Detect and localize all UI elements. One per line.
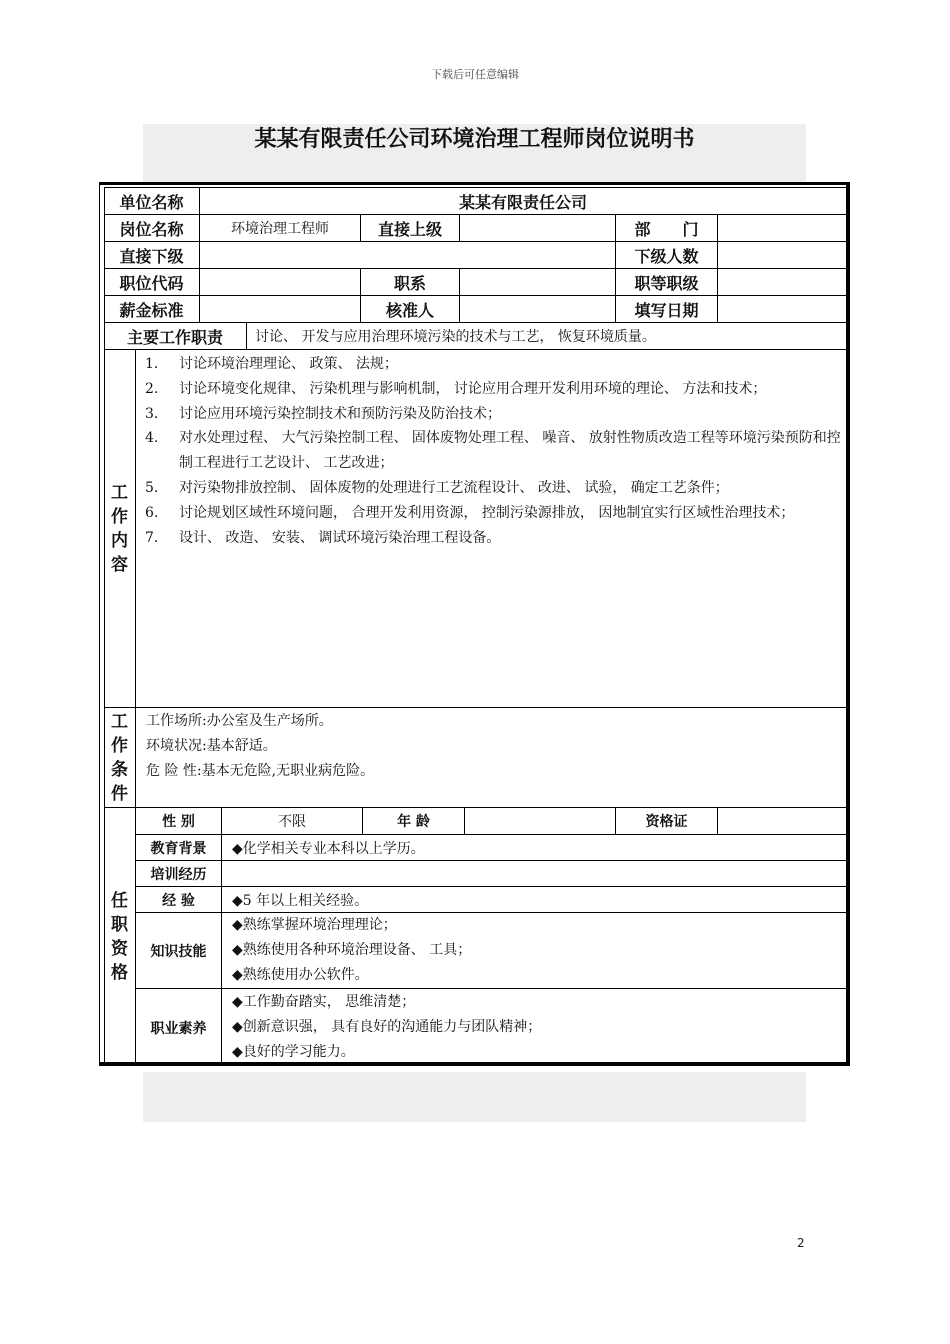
education-label: 教育背景 — [136, 835, 222, 861]
list-item: 3. 讨论应用环境污染控制技术和预防污染及防治技术； — [145, 405, 501, 422]
gender-value: 不限 — [222, 808, 363, 835]
direct-subordinate-value — [200, 242, 616, 269]
job-grade-label: 职等职级 — [616, 269, 718, 296]
job-grade-value — [718, 269, 847, 296]
department-value — [718, 215, 847, 242]
condition-workplace: 工作场所:办公室及生产场所。 — [146, 713, 333, 729]
job-series-label: 职系 — [361, 269, 460, 296]
list-item: ◆工作勤奋踏实， 思维清楚； — [232, 994, 416, 1010]
salary-standard-value — [200, 296, 361, 323]
approver-value — [460, 296, 616, 323]
position-code-label: 职位代码 — [104, 269, 200, 296]
skills-label: 知识技能 — [136, 913, 222, 989]
list-item: ◆熟练使用办公软件。 — [232, 967, 369, 983]
fill-date-value — [718, 296, 847, 323]
list-item: 5. 对污染物排放控制、 固体废物的处理进行工艺流程设计、 改进、 试验， 确定工艺条件； — [145, 479, 729, 496]
professional-quality-value — [222, 989, 847, 1066]
experience-value: ◆5 年以上相关经验。 — [222, 887, 847, 913]
certificate-label: 资格证 — [616, 808, 718, 835]
list-item: ◆创新意识强， 具有良好的沟通能力与团队精神； — [232, 1019, 542, 1035]
position-name-value: 环境治理工程师 — [200, 215, 361, 242]
work-content-list — [136, 352, 846, 550]
list-item: 2. 讨论环境变化规律、 污染机理与影响机制， 讨论应用合理开发利用环境的理论、 方法和技术； — [145, 380, 767, 397]
list-item: ◆熟练掌握环境治理理论； — [232, 917, 397, 933]
education-value: ◆化学相关专业本科以上学历。 — [222, 835, 847, 861]
list-item: ◆熟练使用各种环境治理设备、 工具； — [232, 942, 472, 958]
job-series-value — [460, 269, 616, 296]
unit-name-label: 单位名称 — [104, 188, 200, 215]
document-title: 某某有限责任公司环境治理工程师岗位说明书 — [254, 127, 695, 152]
condition-environment: 环境状况:基本舒适。 — [146, 738, 277, 754]
position-name-label: 岗位名称 — [104, 215, 200, 242]
experience-label: 经 验 — [136, 887, 222, 913]
professional-quality-label: 职业素养 — [136, 989, 222, 1066]
work-conditions-label: 工 作 条 件 — [104, 708, 136, 808]
age-label: 年 龄 — [363, 808, 465, 835]
list-item: 1. 讨论环境治理理论、 政策、 法规； — [145, 356, 398, 372]
qualifications-label: 任 职 资 格 — [104, 808, 136, 1066]
training-value — [222, 861, 847, 887]
main-duty-label: 主要工作职责 — [104, 323, 247, 350]
page-number: 2 — [797, 1236, 805, 1250]
position-code-value — [200, 269, 361, 296]
fill-date-label: 填写日期 — [616, 296, 718, 323]
age-value — [465, 808, 616, 835]
header-note: 下载后可任意编辑 — [431, 68, 519, 81]
subordinate-count-label: 下级人数 — [616, 242, 718, 269]
work-content-label: 工 作 内 容 — [104, 350, 136, 708]
direct-subordinate-label: 直接下级 — [104, 242, 200, 269]
condition-hazard: 危 险 性:基本无危险,无职业病危险。 — [146, 763, 375, 779]
main-duty-text: 讨论、 开发与应用治理环境污染的技术与工艺， 恢复环境质量。 — [247, 323, 847, 350]
list-item: 6. 讨论规划区域性环境问题， 合理开发利用资源， 控制污染源排放， 因地制宜实行区域性治理技术； — [145, 504, 795, 521]
training-label: 培训经历 — [136, 861, 222, 887]
footer-background — [143, 1072, 806, 1122]
direct-superior-value — [460, 215, 616, 242]
skills-value — [222, 913, 847, 989]
salary-standard-label: 薪金标准 — [104, 296, 200, 323]
certificate-value — [718, 808, 847, 835]
department-label: 部 门 — [616, 215, 718, 242]
unit-name-value: 某某有限责任公司 — [200, 188, 847, 215]
list-item: 4. 对水处理过程、 大气污染控制工程、 固体废物处理工程、 噪音、 放射性物质改造工程等环境污染预防和控制工程进行工艺设计、 工艺改进； — [145, 430, 841, 472]
gender-label: 性 别 — [136, 808, 222, 835]
list-item: 7. 设计、 改造、 安装、 调试环境污染治理工程设备。 — [145, 529, 501, 546]
subordinate-count-value — [718, 242, 847, 269]
work-conditions-list — [146, 709, 374, 784]
list-item: ◆良好的学习能力。 — [232, 1044, 355, 1060]
direct-superior-label: 直接上级 — [361, 215, 460, 242]
approver-label: 核准人 — [361, 296, 460, 323]
